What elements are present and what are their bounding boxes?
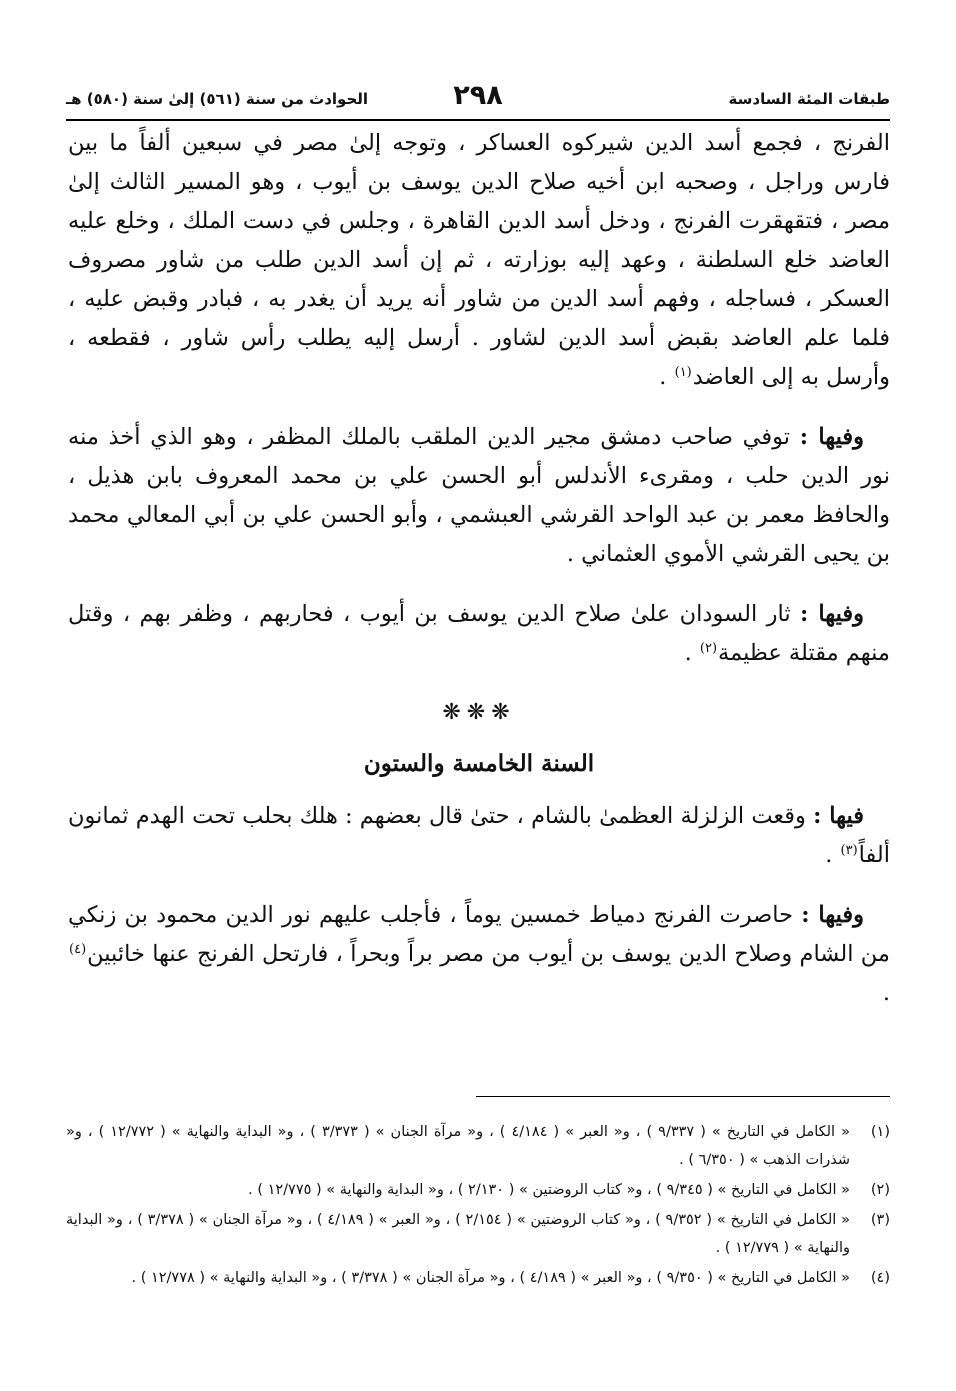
paragraph-damietta [68, 896, 890, 1013]
paragraph-earthquake [68, 797, 890, 875]
section-separator: ❋❋❋ [442, 700, 516, 725]
section-title: السنة الخامسة والستون [363, 750, 595, 777]
footnote-number: (٣) [870, 1212, 890, 1228]
paragraph-text: الفرنج ، فجمع أسد الدين شيركوه العساكر ، وتوجه إلىٰ مصر في سبعين ألفاً ما بين فارس وراجل ، وصحبه ابن أخيه صلاح الدين يوسف بن أيوب ، وهو المسير الثالث إلىٰ مصر ، فتقهقرت الفرنج ، ودخل أسد الدين القاهرة ، وجلس في دست الملك ، وخلع عليه العاضد خلع السلطنة ، وعهد إليه بوزارته ، ثم إن أسد الدين طلب من شاور مصروف العسكر ، فساجله ، وفهم أسد الدين من شاور أنه يريد أن يغدر به ، فبادر وقبض عليه ، فلما علم العاضد بقبض أسد الدين لشاور . أرسل إليه يطلب رأس شاور ، فقطعه ، وأرسل به إلى العاضد [68, 130, 890, 390]
paragraph-sudan-revolt [68, 595, 890, 673]
footnote-4 [66, 1264, 890, 1292]
header-divider [66, 119, 890, 121]
paragraph-text: توفي صاحب دمشق مجير الدين الملقب بالملك المظفر ، وهو الذي أخذ منه نور الدين حلب ، ومقرىء الأندلس أبو الحسن علي بن محمد المعروف بابن هذيل ، والحافظ معمر بن عبد الواحد القرشي العبشمي ، وأبو الحسن علي بن أبي المعالي محمد بن يحيى القرشي الأموي العثماني . [68, 424, 890, 567]
footnote-3 [66, 1206, 890, 1262]
footnote-1 [66, 1118, 890, 1174]
footnote-number: (٢) [870, 1182, 890, 1198]
paragraph-tail: . [684, 640, 699, 666]
paragraph-lead: وفيها : [801, 902, 865, 928]
paragraph-lead: وفيها : [799, 601, 864, 627]
footnotes [66, 1118, 890, 1294]
paragraph-lead: فيها : [813, 803, 864, 829]
paragraph-tail: . [882, 980, 890, 1006]
footnote-2 [66, 1176, 890, 1204]
paragraph-tail: . [659, 364, 674, 390]
paragraph-lead: وفيها : [799, 424, 864, 450]
paragraph-continuation [68, 124, 890, 397]
running-header [66, 80, 890, 114]
header-chapter-title: الحوادث من سنة (٥٦١) إلىٰ سنة (٥٨٠) هـ [66, 90, 369, 108]
paragraph-text: حاصرت الفرنج دمياط خمسين يوماً ، فأجلب عليهم نور الدين محمود بن زنكي من الشام وصلاح الدين يوسف بن أيوب من مصر براً وبحراً ، فارتحل الفرنج عنها خائبين [68, 902, 890, 967]
footnote-text: « الكامل في التاريخ » ( ٩/٣٤٥ ) ، و« كتاب الروضتين » ( ٢/١٣٠ ) ، و« البداية والنهاية » ( ١٢/٧٧٥ ) . [248, 1182, 850, 1198]
footnote-ref-2[interactable]: (٢) [699, 640, 718, 656]
footnote-ref-1[interactable]: (١) [674, 364, 692, 380]
footnote-ref-3[interactable]: (٣) [840, 842, 858, 858]
paragraph-text: ثار السودان علىٰ صلاح الدين يوسف بن أيوب ، فحاربهم ، وظفر بهم ، وقتل منهم مقتلة عظيمة [68, 601, 890, 666]
paragraph-text: وقعت الزلزلة العظمىٰ بالشام ، حتىٰ قال بعضهم : هلك بحلب تحت الهدم ثمانون ألفاً [68, 803, 890, 868]
footnote-text: « الكامل في التاريخ » ( ٩/٣٥٢ ) ، و« كتاب الروضتين » ( ٢/١٥٤ ) ، و« العبر » ( ٤/١٨٩ ) ، و« مرآة الجنان » ( ٣/٣٧٨ ) ، و« البداية والنهاية » ( ١٢/٧٧٩ ) . [66, 1212, 850, 1256]
header-book-title: طبقات المئة السادسة [728, 90, 890, 108]
paragraph-tail: . [825, 842, 840, 868]
main-text [68, 124, 890, 1013]
footnote-divider [476, 1096, 890, 1097]
page-number: ٢٩٨ [453, 80, 503, 111]
footnote-text: « الكامل في التاريخ » ( ٩/٣٥٠ ) ، و« العبر » ( ٤/١٨٩ ) ، و« مرآة الجنان » ( ٣/٣٧٨ ) ، و« البداية والنهاية » ( ١٢/٧٧٨ ) . [131, 1270, 850, 1286]
footnote-text: « الكامل في التاريخ » ( ٩/٣٣٧ ) ، و« العبر » ( ٤/١٨٤ ) ، و« مرآة الجنان » ( ٣/٣٧٣ ) ، و« البداية والنهاية » ( ١٢/٧٧٢ ) ، و« شذرات الذهب » ( ٦/٣٥٠ ) . [66, 1124, 850, 1168]
paragraph-deaths [68, 418, 890, 574]
footnote-number: (٤) [870, 1270, 890, 1286]
footnote-ref-4[interactable]: (٤) [69, 941, 87, 957]
footnote-number: (١) [870, 1124, 890, 1140]
